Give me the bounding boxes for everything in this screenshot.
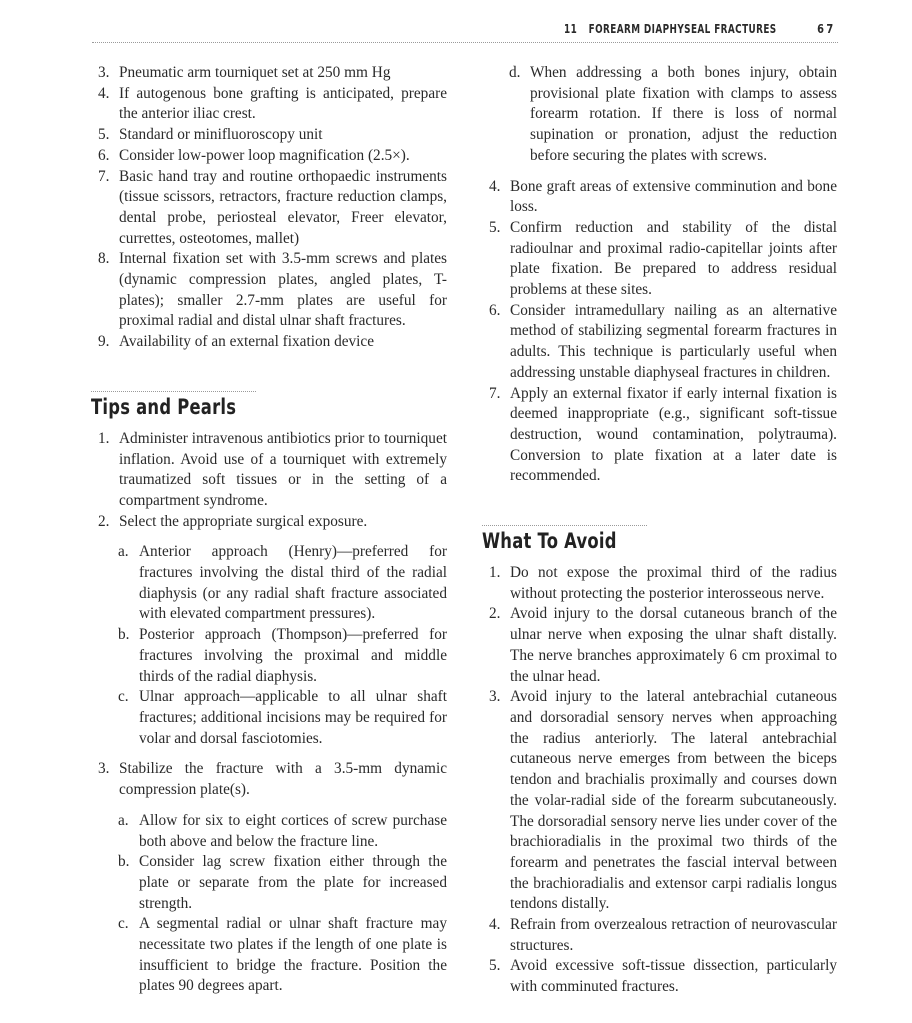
section-title-what-to-avoid: What To Avoid [482,529,617,554]
item-number: 3. [98,64,110,81]
list-item [98,167,447,250]
item-text: Apply an external fixator if early internal fixation is deemed inappropriate (e.g., significant soft-tissue destruction, wound contamination, polytrauma). Conversion to plate fixation at a later date is recommended. [510,384,837,485]
item-text: When addressing a both bones injury, obtain provisional plate fixation with clamps to assess forearm rotation. If there is loss of normal supination or pronation, adjust the reduction before securing the plates with screws. [530,64,837,164]
item-number: 2. [98,512,110,530]
item-letter: b. [118,853,130,871]
item-text: Consider intramedullary nailing as an alternative method of stabilizing segmental forearm fractures in adults. This technique is particularly useful when addressing unstable diaphyseal fractures in children. [510,301,837,381]
item-text: Administer intravenous antibiotics prior to tourniquet inflation. Avoid use of a tourniquet with extremely traumatized soft tissues or in the setting of a compartment syndrome. [119,429,447,509]
chapter-number: 11 [564,22,578,36]
list-item [489,687,837,915]
item-text: Avoid injury to the dorsal cutaneous branch of the ulnar nerve when exposing the ulnar shaft distally. The nerve branches approximately 6 cm proximal to the ulnar head. [510,605,837,685]
list-item [489,384,837,488]
item-text: Allow for six to eight cortices of screw purchase both above and below the fracture line. [139,811,447,850]
item-number: 7. [98,167,110,185]
section-title-tips-and-pearls: Tips and Pearls [91,394,237,419]
list-item [98,249,447,332]
item-text: Ulnar approach—applicable to all ulnar shaft fractures; additional incisions may be required for volar and dorsal fasciotomies. [139,688,447,747]
sub-list-item [98,625,447,687]
item-letter: a. [118,543,129,561]
sub-list-item [98,914,447,997]
item-text: Consider low-power loop magnification (2.5×). [119,146,410,164]
item-number: 4. [98,84,110,102]
item-text: Consider lag screw fixation either through the plate or separate from the plate for increased strength. [139,853,447,912]
item-text: Avoid injury to the lateral antebrachial cutaneous and dorsoradial sensory nerves when approaching the radius anteriorly. The lateral antebrachial cutaneous nerve emerges from between the biceps tendon and brachialis proximally and courses down the volar-radial side of the forearm subcutaneously. The dorsoradial sensory nerve lies under cover of the brachioradialis in the proximal two thirds of the forearm and penetrates the fascial interval between the brachioradialis and extensor carpi radialis longus tendons distally. [510,688,837,913]
item-text: Do not expose the proximal third of the radius without protecting the posterior interosseous nerve. [510,564,837,602]
list-item [489,956,837,997]
list-item [98,63,447,84]
item-text: If autogenous bone grafting is anticipated, prepare the anterior iliac crest. [119,84,447,123]
item-text: Internal fixation set with 3.5-mm screws and plates (dynamic compression plates, angled plates, T-plates); smaller 2.7-mm plates are useful for proximal radial and distal ulnar shaft fractures. [119,250,447,330]
item-number: 3. [98,760,110,778]
item-number: 1. [489,564,501,582]
item-text: Availability of an external fixation device [119,333,374,351]
page-number: 67 [817,22,836,36]
section-divider [91,391,256,392]
list-item [98,759,447,800]
item-text: Refrain from overzealous retraction of neurovascular structures. [510,916,837,954]
item-number: 4. [489,177,501,195]
item-number: 6. [98,146,110,164]
running-head [92,22,838,43]
list-item [489,915,837,956]
item-text: Bone graft areas of extensive comminution and bone loss. [510,177,837,216]
item-number: 9. [98,333,110,351]
sub-list-item [98,542,447,625]
sub-list-item [489,63,837,167]
item-letter: c. [118,915,129,933]
list-item [98,125,447,146]
item-number: 8. [98,250,110,268]
list-item [489,604,837,687]
list-item [489,301,837,384]
chapter-heading [564,22,777,36]
item-letter: c. [118,688,129,706]
item-text: Select the appropriate surgical exposure. [119,512,368,530]
list-item [98,512,447,533]
item-text: A segmental radial or ulnar shaft fracture may necessitate two plates if the length of one plate is insufficient to bridge the fracture. Position the plates 90 degrees apart. [139,915,447,995]
list-item [98,146,447,167]
list-item [98,84,447,125]
left-column [91,63,447,997]
sub-list-item [98,811,447,852]
item-text: Confirm reduction and stability of the distal radioulnar and proximal radio-capitellar joints after plate fixation. Be prepared to address residual problems at these sites. [510,218,837,299]
item-text: Pneumatic arm tourniquet set at 250 mm Hg [119,64,391,81]
list-item [489,218,837,301]
sub-list-item [98,687,447,749]
chapter-title: FOREARM DIAPHYSEAL FRACTURES [588,22,777,36]
item-text: Basic hand tray and routine orthopaedic instruments (tissue scissors, retractors, fracture reduction clamps, dental probe, periosteal elevator, Freer elevator, currettes, osteotomes, mallet) [119,167,447,247]
list-item [489,563,837,604]
item-letter: a. [118,811,129,829]
item-text: Avoid excessive soft-tissue dissection, particularly with comminuted fractures. [510,957,837,996]
section-divider [482,525,647,526]
item-text: Anterior approach (Henry)—preferred for fractures involving the distal third of the radial diaphysis (or any radial shaft fracture associated with elevated compartment pressures). [139,543,447,623]
item-number: 4. [489,916,501,934]
list-item [98,429,447,512]
item-text: Posterior approach (Thompson)—preferred for fractures involving the proximal and middle thirds of the radial diaphysis. [139,626,447,685]
item-letter: d. [509,64,521,81]
list-item [98,332,447,353]
item-number: 1. [98,429,110,447]
item-number: 5. [98,126,110,144]
item-number: 5. [489,218,501,236]
item-number: 7. [489,384,501,402]
item-text: Standard or minifluoroscopy unit [119,126,323,144]
item-text: Stabilize the fracture with a 3.5-mm dynamic compression plate(s). [119,760,447,799]
item-number: 2. [489,605,501,623]
right-column [482,63,837,998]
item-number: 6. [489,301,501,319]
list-item [489,177,837,218]
item-number: 3. [489,688,501,706]
item-letter: b. [118,626,130,644]
item-number: 5. [489,957,501,975]
sub-list-item [98,852,447,914]
